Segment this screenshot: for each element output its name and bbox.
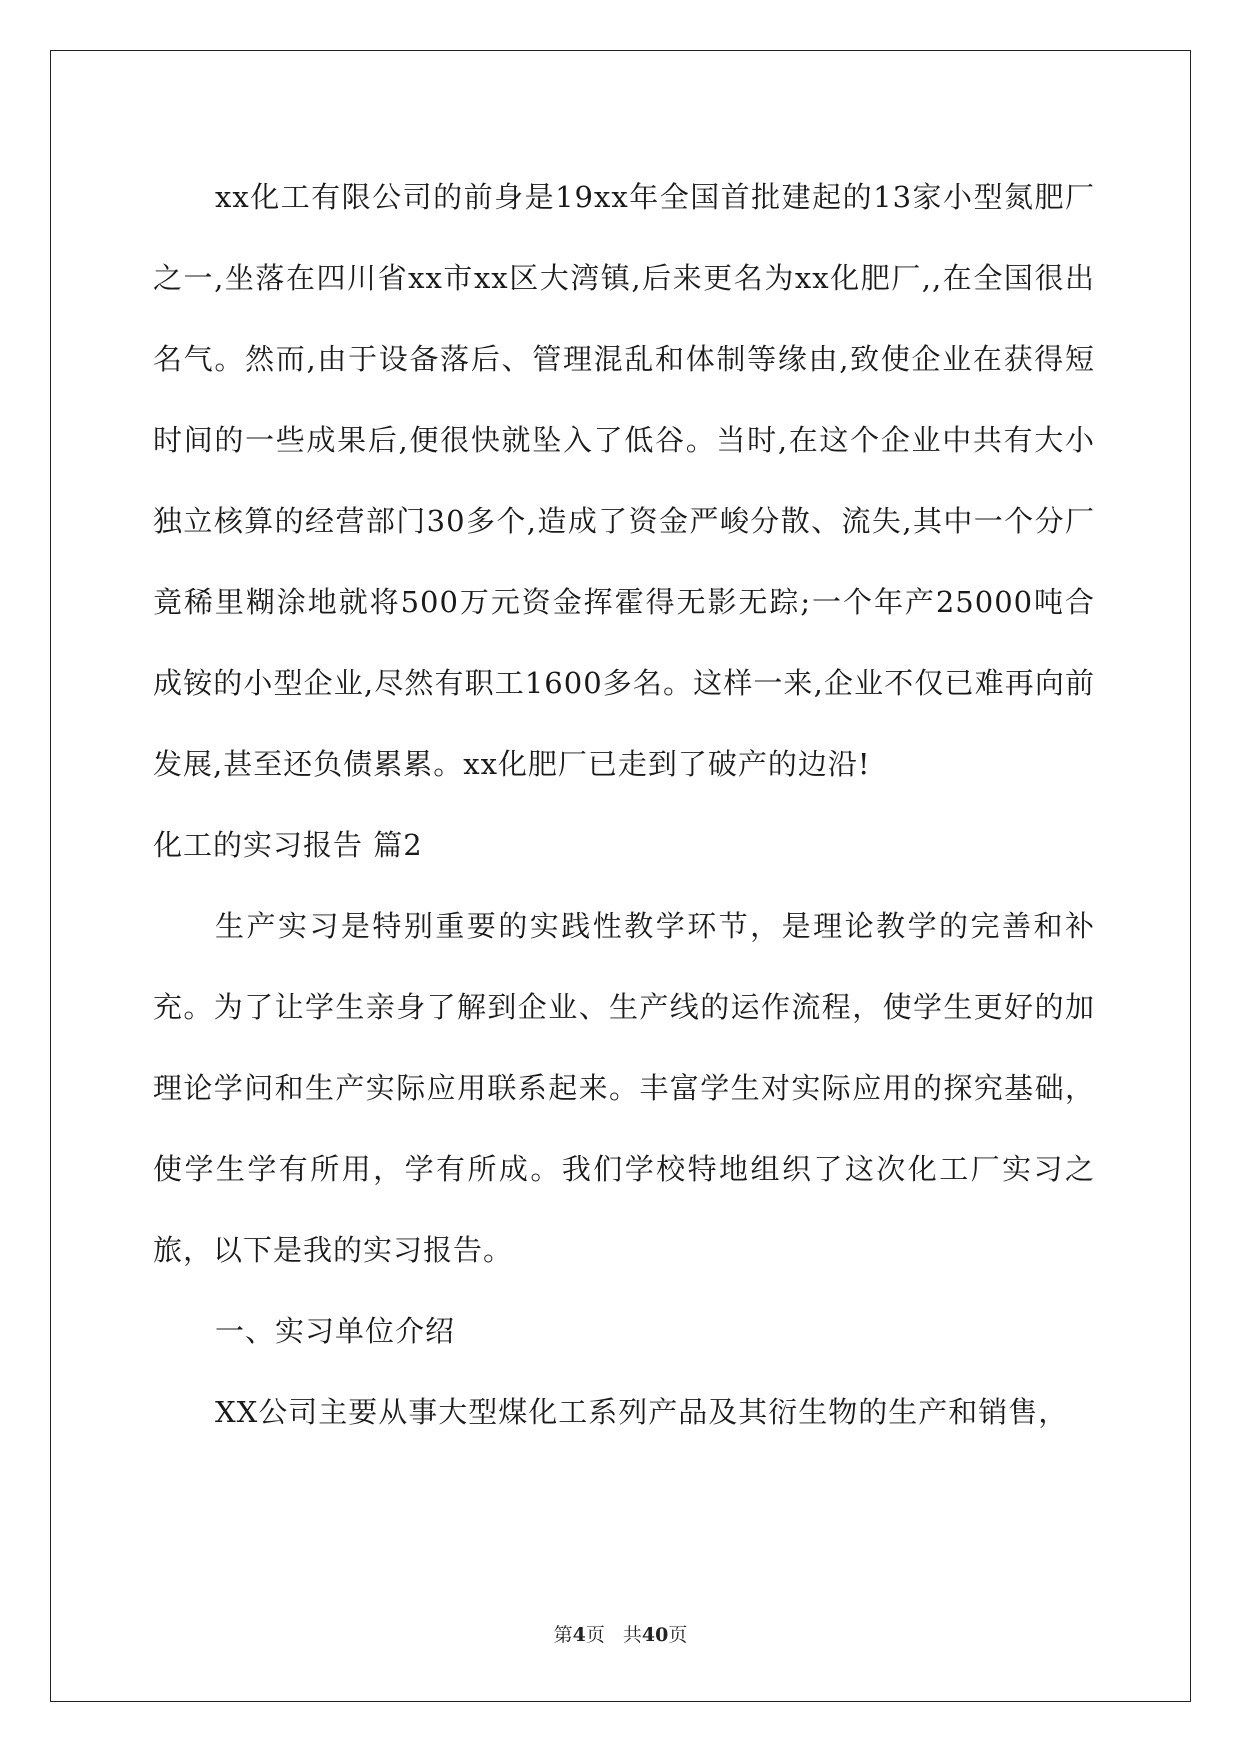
- section-heading: 化工的实习报告 篇2: [153, 828, 423, 862]
- footer-total-prefix: 共: [622, 1624, 642, 1646]
- current-page-number: 4: [572, 1624, 586, 1646]
- footer-prefix: 第: [553, 1624, 573, 1646]
- page-footer: [0, 1620, 1241, 1647]
- subheading-unit-intro: 一、实习单位介绍: [215, 1314, 456, 1348]
- paragraph-internship-intro: 生产实习是特别重要的实践性教学环节，是理论教学的完善和补充。为了让学生亲身了解到企业、生产线的运作流程，使学生更好的加理论学问和生产实际应用联系起来。丰富学生对实际应用的探究基础，使学生学有所用，学有所成。我们学校特地组织了这次化工厂实习之旅，以下是我的实习报告。: [153, 909, 1095, 1267]
- paragraph-company-history: xx化工有限公司的前身是19xx年全国首批建起的13家小型氮肥厂之一,坐落在四川省xx市xx区大湾镇,后来更名为xx化肥厂,,在全国很出名气。然而,由于设备落后、管理混乱和体制等缘由,致使企业在获得短时间的一些成果后,便很快就坠入了低谷。当时,在这个企业中共有大小独立核算的经营部门30多个,造成了资金严峻分散、流失,其中一个分厂竟稀里糊涂地就将500万元资金挥霍得无影无踪;一个年产25000吨合成铵的小型企业,尽然有职工1600多名。这样一来,企业不仅已难再向前发展,甚至还负债累累。xx化肥厂已走到了破产的边沿!: [153, 180, 1095, 781]
- total-page-count: 40: [641, 1624, 669, 1646]
- document-body: [153, 160, 1095, 1453]
- footer-total-unit: 页: [668, 1624, 688, 1646]
- footer-page-unit: 页: [585, 1624, 605, 1646]
- paragraph-company-business: XX公司主要从事大型煤化工系列产品及其衍生物的生产和销售，: [215, 1395, 1069, 1429]
